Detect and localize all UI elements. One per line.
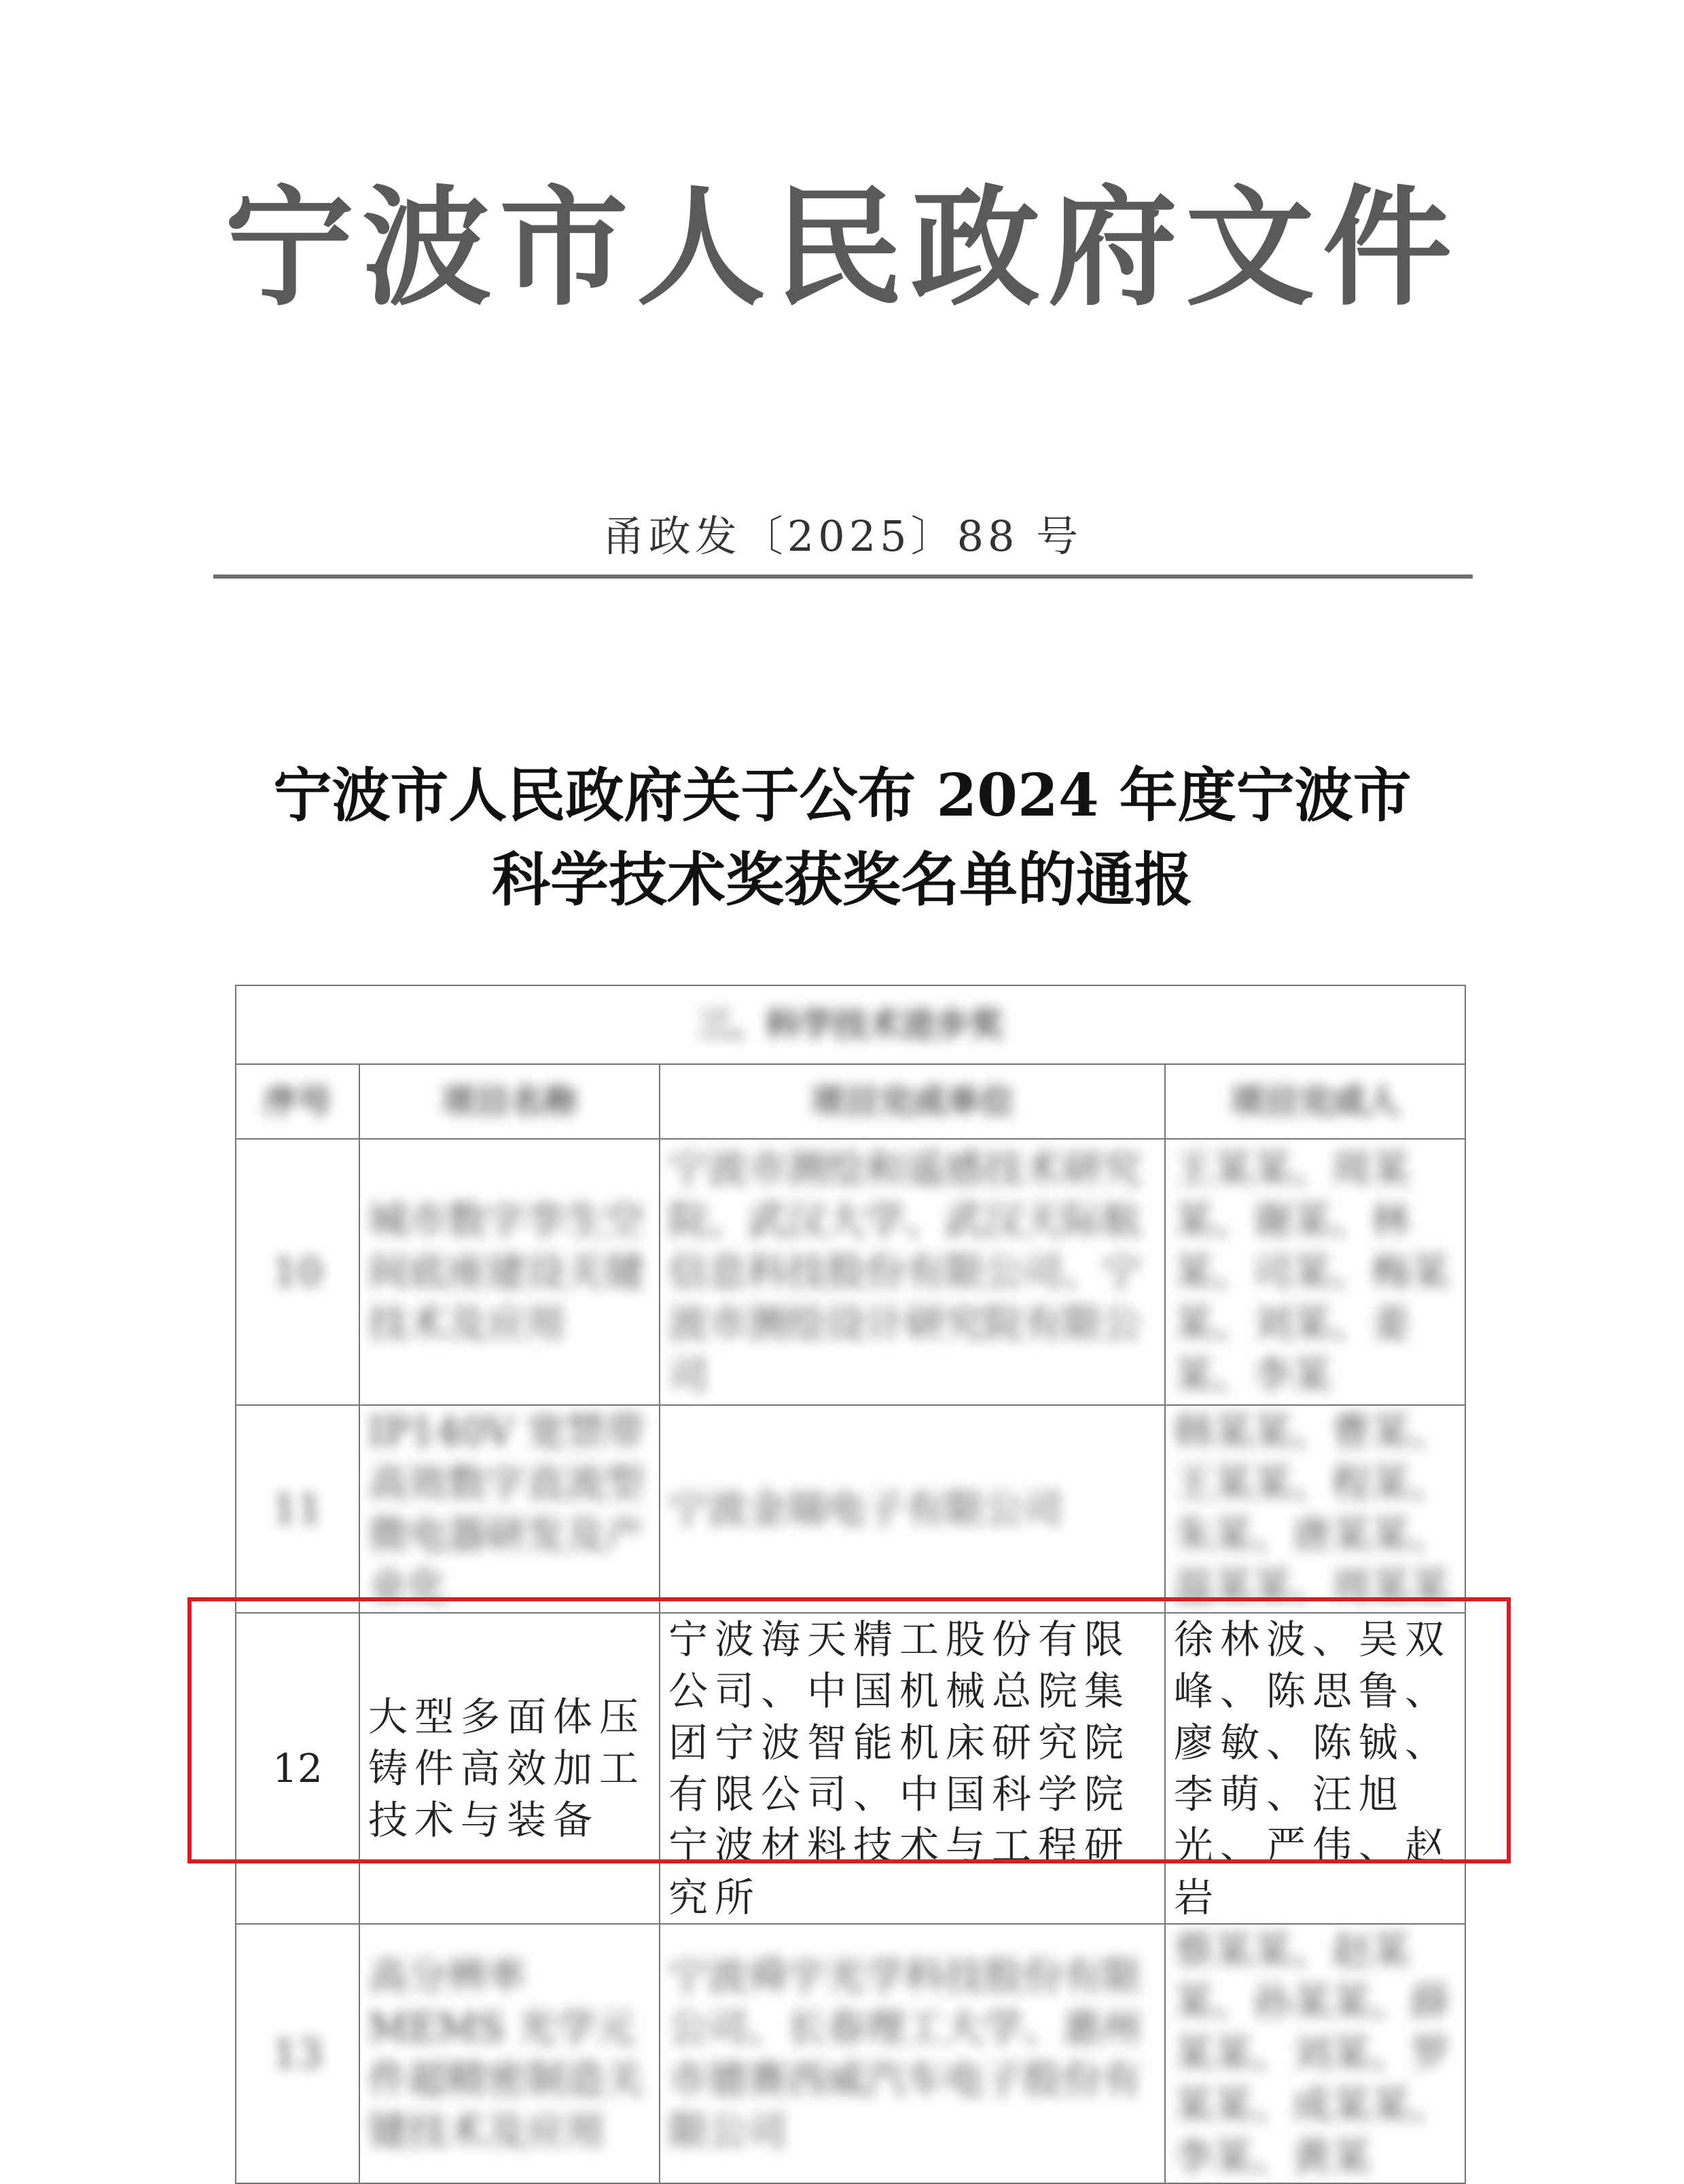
cell-project-name: IP140V 宽禁带高效数字直流型微电器研发及产业化	[359, 1405, 660, 1613]
award-list-table	[235, 985, 1466, 2184]
cell-project-unit: 宁波舜宇光学科技股份有限公司、长春理工大学、惠州市德赛西威汽车电子股份有限公司	[660, 1924, 1165, 2183]
table-row	[236, 1924, 1465, 2183]
cell-index: 11	[236, 1405, 359, 1613]
table-row	[236, 1405, 1465, 1613]
column-header-index: 序号	[236, 1064, 359, 1139]
category-heading: 三、科学技术进步奖	[236, 985, 1465, 1064]
cell-project-unit: 宁波金瑞电子有限公司	[660, 1405, 1165, 1613]
document-number: 甬政发〔2025〕88 号	[602, 511, 1083, 561]
notice-title-line-1: 宁波市人民政府关于公布 2024 年度宁波市	[273, 761, 1412, 830]
column-header-row	[236, 1064, 1465, 1139]
table-row	[236, 1139, 1465, 1405]
document-header-title: 宁波市人民政府文件	[224, 172, 1460, 323]
column-header-unit: 项目完成单位	[660, 1064, 1165, 1139]
category-row	[236, 985, 1465, 1064]
cell-project-name: 大型多面体压铸件高效加工技术与装备	[359, 1613, 660, 1924]
column-header-name: 项目名称	[359, 1064, 660, 1139]
cell-index: 10	[236, 1139, 359, 1405]
notice-title	[204, 754, 1481, 922]
table-row-highlighted	[236, 1613, 1465, 1924]
header-divider	[213, 575, 1473, 579]
cell-project-people: 韩某某、曹某、王某某、程某、朱某、唐某某、温某某、周某某	[1165, 1405, 1465, 1613]
cell-project-people: 徐林波、吴双峰、陈思鲁、廖敏、陈铖、李萌、汪旭光、严伟、赵岩	[1165, 1613, 1465, 1924]
cell-index: 12	[236, 1613, 359, 1924]
cell-project-unit: 宁波海天精工股份有限公司、中国机械总院集团宁波智能机床研究院有限公司、中国科学院宁波材料技术与工程研究所	[660, 1613, 1165, 1924]
cell-project-people: 王某某、周某某、谢某、林某、司某、梅某某、刘某、姜某、李某	[1165, 1139, 1465, 1405]
cell-project-people: 蔡某某、赵某某、孙某某、薛某某、刘某、罗某某、成某某、李某、黄某	[1165, 1924, 1465, 2183]
cell-index: 13	[236, 1924, 359, 2183]
notice-title-line-2: 科学技术奖获奖名单的通报	[492, 845, 1193, 914]
cell-project-unit: 宁波市测绘和遥感技术研究院、武汉大学、武汉天际航信息科技股份有限公司、宁波市测绘设计研究院有限公司	[660, 1139, 1165, 1405]
cell-project-name: 城市数字孪生空间底座建设关键技术及应用	[359, 1139, 660, 1405]
column-header-people: 项目完成人	[1165, 1064, 1465, 1139]
cell-project-name: 高分辨率 MEMS 光学元件超精密制造关键技术及应用	[359, 1924, 660, 2183]
